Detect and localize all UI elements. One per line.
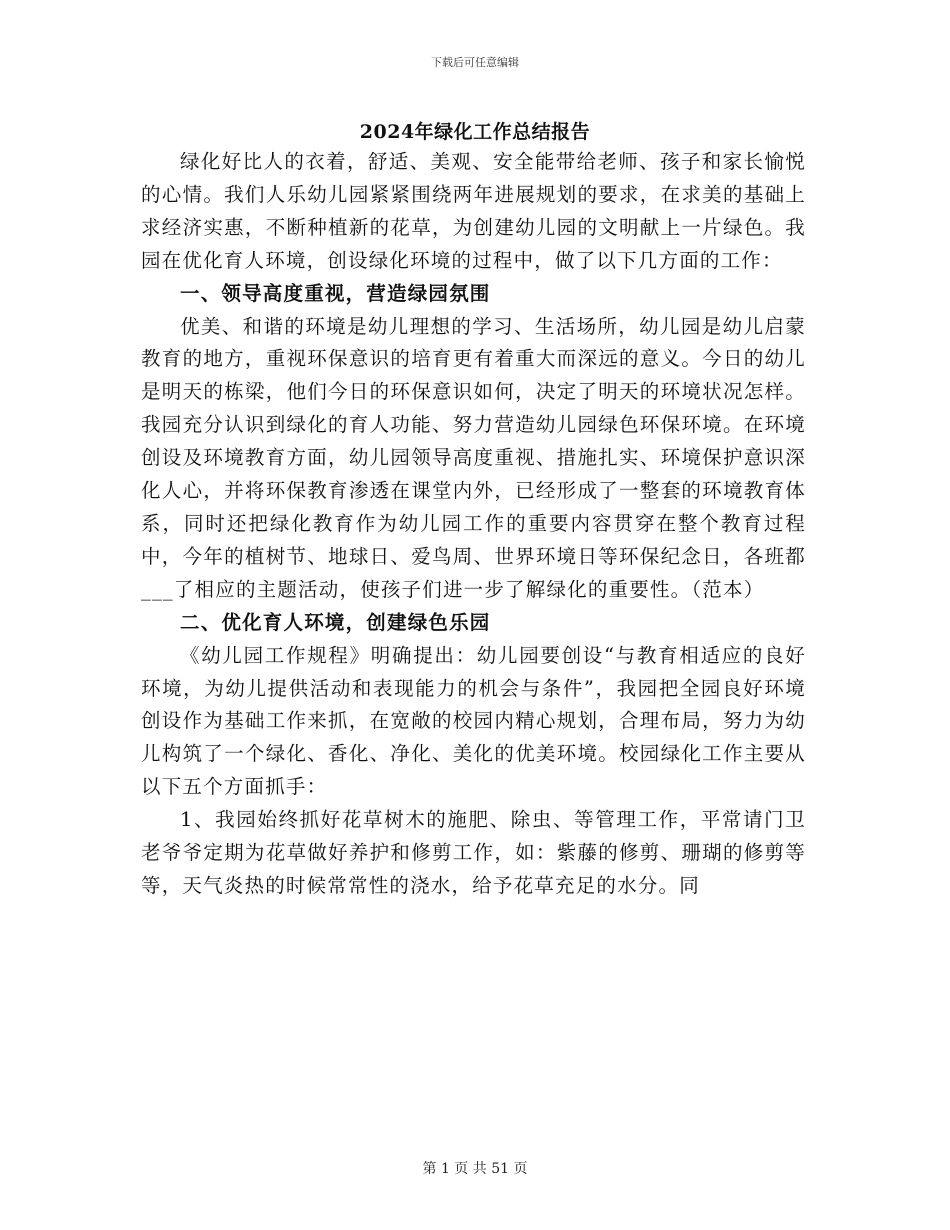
section-heading-1: 一、领导高度重视，营造绿园氛围 [180,281,491,305]
section-2-paragraph: 《幼儿园工作规程》明确提出：幼儿园要创设“与教育相适应的良好环境，为幼儿提供活动和表现能力的机会与条件”，我园把全园良好环境创设作为基础工作来抓，在宽敞的校园内精心规划，合理布局，努力为幼儿构筑了一个绿化、香化、净化、美化的优美环境。校园绿化工作主要从以下五个方面抓手： [141,643,806,799]
section-1-paragraph: 优美、和谐的环境是幼儿理想的学习、生活场所，幼儿园是幼儿启蒙教育的地方，重视环保意识的培育更有着重大而深远的意义。今日的幼儿是明天的栋梁，他们今日的环保意识如何，决定了明天的环境状况怎样。我园充分认识到绿化的育人功能、努力营造幼儿园绿色环保环境。在环境创设及环境教育方面，幼儿园领导高度重视、措施扎实、环境保护意识深化人心，并将环保教育渗透在课堂内外，已经形成了一整套的环境教育体系，同时还把绿化教育作为幼儿园工作的重要内容贯穿在整个教育过程中，今年的植树节、地球日、爱鸟周、世界环境日等环保纪念日，各班都___了相应的主题活动，使孩子们进一步了解绿化的重要性。（范本） [141,314,806,601]
document-body [141,146,806,903]
document-title: 2024年绿化工作总结报告 [359,121,591,143]
page-header-note: 下载后可任意编辑 [431,56,519,69]
section-heading-2: 二、优化育人环境，创建绿色乐园 [180,610,491,634]
intro-paragraph: 绿化好比人的衣着，舒适、美观、安全能带给老师、孩子和家长愉悦的心情。我们人乐幼儿园紧紧围绕两年进展规划的要求，在求美的基础上求经济实惠，不断种植新的花草，为创建幼儿园的文明献上一片绿色。我园在优化育人环境，创设绿化环境的过程中，做了以下几方面的工作： [141,150,806,272]
page-number-footer: 第 1 页 共 51 页 [422,1161,528,1177]
item-1-paragraph: 1、我园始终抓好花草树木的施肥、除虫、等管理工作，平常请门卫老爷爷定期为花草做好养护和修剪工作，如：紫藤的修剪、珊瑚的修剪等等，天气炎热的时候常常性的浇水，给予花草充足的水分。同 [141,808,806,897]
